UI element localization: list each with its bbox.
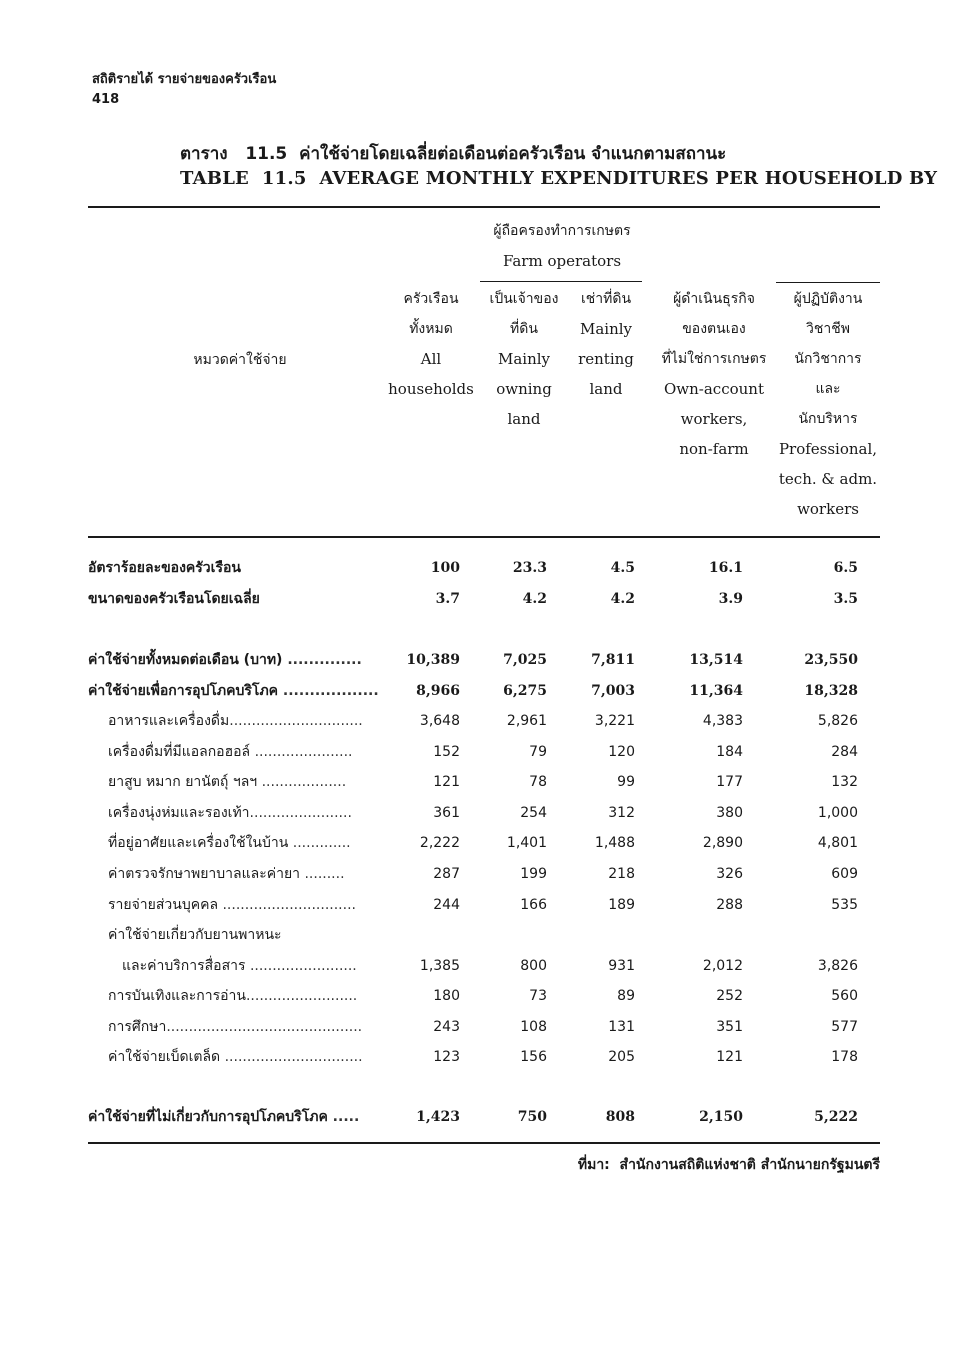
row-label bbox=[88, 767, 380, 797]
table-cell: 199 bbox=[520, 866, 547, 882]
table-cell: 284 bbox=[831, 744, 858, 760]
column-header-line: ของตนเอง bbox=[682, 321, 746, 337]
leader-dots: ............................... bbox=[220, 1049, 363, 1065]
table-cell: 361 bbox=[433, 805, 460, 821]
running-head-title: สถิติรายได้ รายจ่ายของครัวเรือน bbox=[92, 72, 277, 87]
column-header-line: ผู้ดำเนินธุรกิจ bbox=[673, 291, 755, 307]
table-cell: 132 bbox=[831, 774, 858, 790]
column-header-line: non-farm bbox=[679, 440, 749, 458]
column-header-owning bbox=[479, 284, 569, 434]
table-cell: 1,488 bbox=[594, 835, 635, 851]
table-cell: 5,826 bbox=[817, 713, 858, 729]
source-note: ที่มา: สำนักงานสถิติแห่งชาติ สำนักนายกรัฐมนตรี bbox=[577, 1157, 880, 1173]
leader-dots: ..... bbox=[327, 1109, 360, 1125]
table-row bbox=[88, 798, 880, 828]
top-rule bbox=[88, 206, 880, 208]
row-label-text: ค่าใช้จ่ายที่ไม่เกี่ยวกับการอุปโภคบริโภค bbox=[88, 1109, 328, 1125]
row-label-text: การบันเทิงและการอ่าน bbox=[108, 988, 246, 1004]
table-cell: 78 bbox=[529, 774, 547, 790]
row-label bbox=[88, 920, 380, 950]
table-cell: 577 bbox=[831, 1019, 858, 1035]
table-cell: 205 bbox=[608, 1049, 635, 1065]
column-header-own_account bbox=[649, 284, 779, 464]
table-cell: 10,389 bbox=[406, 652, 460, 668]
table-cell: 23,550 bbox=[804, 652, 858, 668]
table-row bbox=[88, 859, 880, 889]
table-cell: 131 bbox=[608, 1019, 635, 1035]
table-cell: 287 bbox=[433, 866, 460, 882]
table-cell: 7,811 bbox=[591, 652, 635, 668]
table-cell: 2,961 bbox=[506, 713, 547, 729]
table-row bbox=[88, 553, 880, 583]
row-label-text: ค่าใช้จ่ายทั้งหมดต่อเดือน (บาท) bbox=[88, 652, 283, 668]
table-row bbox=[88, 920, 880, 950]
column-header-renting bbox=[571, 284, 641, 404]
leader-dots: ......................... bbox=[245, 988, 358, 1004]
table-cell: 351 bbox=[716, 1019, 743, 1035]
row-label bbox=[88, 798, 380, 828]
table-cell: 560 bbox=[831, 988, 858, 1004]
professional-overline bbox=[776, 282, 880, 283]
row-label bbox=[88, 737, 380, 767]
row-label bbox=[88, 859, 380, 889]
table-cell: 6,275 bbox=[503, 683, 547, 699]
table-cell: 288 bbox=[716, 897, 743, 913]
column-header-line: renting bbox=[578, 350, 634, 368]
column-header-line: ทั้งหมด bbox=[409, 321, 453, 337]
column-header-line: ที่ดิน bbox=[510, 321, 538, 337]
table-cell: 254 bbox=[520, 805, 547, 821]
column-header-line: land bbox=[589, 380, 623, 398]
table-cell: 11,364 bbox=[689, 683, 743, 699]
table-cell: 244 bbox=[433, 897, 460, 913]
column-header-line: workers bbox=[797, 500, 859, 518]
table-cell: 535 bbox=[831, 897, 858, 913]
table-cell: 89 bbox=[617, 988, 635, 1004]
table-cell: 2,150 bbox=[699, 1109, 743, 1125]
leader-dots: ...................... bbox=[250, 744, 353, 760]
table-row bbox=[88, 767, 880, 797]
table-cell: 184 bbox=[716, 744, 743, 760]
column-header-line: Mainly bbox=[579, 320, 633, 338]
table-cell: 166 bbox=[520, 897, 547, 913]
table-cell: 4.2 bbox=[522, 591, 547, 607]
row-label bbox=[88, 951, 380, 981]
table-cell: 100 bbox=[430, 560, 460, 576]
table-cell: 3,648 bbox=[419, 713, 460, 729]
bottom-rule bbox=[88, 1142, 880, 1144]
leader-dots: ................... bbox=[257, 774, 347, 790]
row-label-text: รายจ่ายส่วนบุคคล bbox=[108, 897, 219, 913]
table-cell: 5,222 bbox=[814, 1109, 858, 1125]
table-cell: 218 bbox=[608, 866, 635, 882]
table-cell: 99 bbox=[617, 774, 635, 790]
table-cell: 326 bbox=[716, 866, 743, 882]
table-cell: 177 bbox=[716, 774, 743, 790]
table-cell: 18,328 bbox=[804, 683, 858, 699]
table-cell: 152 bbox=[433, 744, 460, 760]
row-label-text: อัตราร้อยละของครัวเรือน bbox=[88, 560, 241, 576]
column-header-line: land bbox=[507, 410, 541, 428]
table-cell: 156 bbox=[520, 1049, 547, 1065]
leader-dots: .................. bbox=[278, 683, 379, 699]
table-row bbox=[88, 737, 880, 767]
header-rule bbox=[88, 536, 880, 538]
table-cell: 800 bbox=[520, 958, 547, 974]
column-header-professional bbox=[773, 284, 883, 524]
table-row bbox=[88, 890, 880, 920]
row-label-text: ค่าใช้จ่ายเบ็ดเตล็ด bbox=[108, 1049, 221, 1065]
table-cell: 3.5 bbox=[833, 591, 858, 607]
farm-operators-header bbox=[462, 216, 662, 276]
row-label-text: ที่อยู่อาศัยและเครื่องใช้ในบ้าน bbox=[108, 835, 289, 851]
table-cell: 7,025 bbox=[503, 652, 547, 668]
column-header-line: เป็นเจ้าของ bbox=[489, 291, 559, 307]
table-cell: 189 bbox=[608, 897, 635, 913]
running-head bbox=[92, 70, 276, 110]
row-label bbox=[88, 1042, 380, 1072]
column-header-line: และ bbox=[815, 381, 841, 397]
page-number: 418 bbox=[92, 92, 120, 107]
table-row bbox=[88, 981, 880, 1011]
row-label-text: ค่าตรวจรักษาพยาบาลและค่ายา bbox=[108, 866, 301, 882]
table-cell: 120 bbox=[608, 744, 635, 760]
row-label-text: การศึกษา bbox=[108, 1019, 167, 1035]
column-header-line: owning bbox=[496, 380, 552, 398]
column-header-line: ที่ไม่ใช่การเกษตร bbox=[661, 351, 767, 367]
column-header-line: households bbox=[388, 380, 474, 398]
table-cell: 750 bbox=[517, 1109, 547, 1125]
table-cell: 178 bbox=[831, 1049, 858, 1065]
table-row bbox=[88, 645, 880, 675]
table-cell: 4,383 bbox=[702, 713, 743, 729]
leader-dots: ............................................ bbox=[166, 1019, 363, 1035]
table-cell: 243 bbox=[433, 1019, 460, 1035]
farm-operators-underline bbox=[480, 281, 642, 282]
leader-dots: ............. bbox=[288, 835, 351, 851]
table-cell: 13,514 bbox=[689, 652, 743, 668]
row-label-text: อาหารและเครื่องดื่ม bbox=[108, 713, 230, 729]
column-header-line: นักบริหาร bbox=[798, 411, 858, 427]
table-cell: 3,221 bbox=[594, 713, 635, 729]
table-cell: 108 bbox=[520, 1019, 547, 1035]
table-row bbox=[88, 1012, 880, 1042]
table-cell: 8,966 bbox=[416, 683, 460, 699]
table-cell: 1,401 bbox=[506, 835, 547, 851]
category-header: หมวดค่าใช้จ่าย bbox=[193, 352, 287, 368]
row-label bbox=[88, 981, 380, 1011]
table-cell: 79 bbox=[529, 744, 547, 760]
table-cell: 180 bbox=[433, 988, 460, 1004]
table-title-thai: ตาราง 11.5 ค่าใช้จ่ายโดยเฉลี่ยต่อเดือนต่อครัวเรือน จำแนกตามสถานะ bbox=[180, 144, 727, 164]
table-cell: 312 bbox=[608, 805, 635, 821]
table-cell: 2,222 bbox=[419, 835, 460, 851]
leader-dots: ........................ bbox=[245, 958, 357, 974]
table-cell: 16.1 bbox=[708, 560, 743, 576]
column-header-line: tech. & adm. bbox=[778, 470, 878, 488]
column-header-line: วิชาชีพ bbox=[806, 321, 850, 337]
table-cell: 73 bbox=[529, 988, 547, 1004]
table-row bbox=[88, 706, 880, 736]
table-cell: 4,801 bbox=[817, 835, 858, 851]
leader-dots: .............................. bbox=[218, 897, 356, 913]
leader-dots: ....................... bbox=[249, 805, 352, 821]
table-cell: 1,000 bbox=[817, 805, 858, 821]
table-cell: 123 bbox=[433, 1049, 460, 1065]
table-cell: 2,890 bbox=[702, 835, 743, 851]
table-cell: 4.2 bbox=[610, 591, 635, 607]
table-cell: 121 bbox=[433, 774, 460, 790]
table-cell: 3,826 bbox=[817, 958, 858, 974]
table-row bbox=[88, 828, 880, 858]
leader-dots: ......... bbox=[300, 866, 345, 882]
table-cell: 6.5 bbox=[833, 560, 858, 576]
row-label-text: เครื่องดื่มที่มีแอลกอฮอล์ bbox=[108, 744, 251, 760]
row-label bbox=[88, 553, 380, 583]
column-header-all bbox=[386, 284, 476, 404]
row-label bbox=[88, 676, 380, 706]
table-cell: 2,012 bbox=[702, 958, 743, 974]
column-header-line: Mainly bbox=[497, 350, 551, 368]
table-cell: 1,423 bbox=[416, 1109, 460, 1125]
column-header-line: ผู้ปฏิบัติงาน bbox=[793, 291, 863, 307]
table-title-english: TABLE 11.5 AVERAGE MONTHLY EXPENDITURES PER HOUSEHOLD BY bbox=[180, 168, 938, 189]
row-label bbox=[88, 1012, 380, 1042]
table-cell: 1,385 bbox=[419, 958, 460, 974]
row-label-text: เครื่องนุ่งห่มและรองเท้า bbox=[108, 805, 250, 821]
table-cell: 23.3 bbox=[512, 560, 547, 576]
row-label-text: ค่าใช้จ่ายเพื่อการอุปโภคบริโภค bbox=[88, 683, 279, 699]
farm-operators-english: Farm operators bbox=[502, 252, 622, 270]
table-cell: 3.9 bbox=[718, 591, 743, 607]
farm-operators-thai: ผู้ถือครองทำการเกษตร bbox=[493, 223, 631, 239]
column-header-line: เช่าที่ดิน bbox=[580, 291, 632, 307]
row-label-text: ขนาดของครัวเรือนโดยเฉลี่ย bbox=[88, 591, 260, 607]
column-header-line: Professional, bbox=[778, 440, 878, 458]
table-cell: 931 bbox=[608, 958, 635, 974]
leader-dots: .............................. bbox=[229, 713, 363, 729]
row-label-text: ยาสูบ หมาก ยานัตถุ์ ฯลฯ bbox=[108, 774, 258, 790]
table-row bbox=[88, 584, 880, 614]
table-row bbox=[88, 1102, 880, 1132]
column-header-line: workers, bbox=[680, 410, 748, 428]
table-cell: 3.7 bbox=[435, 591, 460, 607]
table-row bbox=[88, 1042, 880, 1072]
column-header-line: All bbox=[420, 350, 442, 368]
table-row bbox=[88, 951, 880, 981]
table-cell: 252 bbox=[716, 988, 743, 1004]
table-cell: 121 bbox=[716, 1049, 743, 1065]
row-label bbox=[88, 645, 380, 675]
leader-dots: .............. bbox=[282, 652, 362, 668]
table-cell: 7,003 bbox=[591, 683, 635, 699]
row-label bbox=[88, 706, 380, 736]
column-header-line: นักวิชาการ bbox=[794, 351, 862, 367]
table-cell: 4.5 bbox=[610, 560, 635, 576]
table-row bbox=[88, 676, 880, 706]
row-label bbox=[88, 890, 380, 920]
column-header-line: ครัวเรือน bbox=[403, 291, 459, 307]
row-label bbox=[88, 828, 380, 858]
table-cell: 609 bbox=[831, 866, 858, 882]
table-cell: 380 bbox=[716, 805, 743, 821]
column-header-line: Own-account bbox=[664, 380, 764, 398]
table-cell: 808 bbox=[605, 1109, 635, 1125]
row-label-text: และค่าบริการสื่อสาร bbox=[122, 958, 246, 974]
row-label-text: ค่าใช้จ่ายเกี่ยวกับยานพาหนะ bbox=[108, 927, 282, 943]
row-label bbox=[88, 1102, 380, 1132]
row-label bbox=[88, 584, 380, 614]
